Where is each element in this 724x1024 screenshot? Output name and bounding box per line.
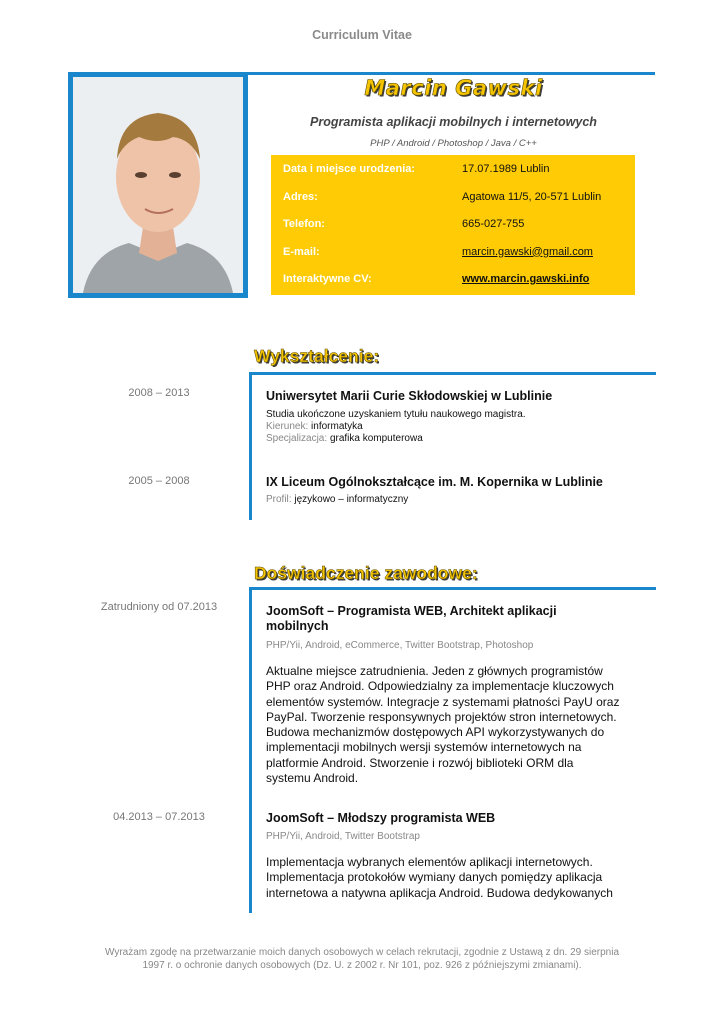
desc-line: platformie Android. Stworzenie i rozwój biblioteki ORM dla (266, 755, 574, 770)
experience-description (266, 855, 646, 901)
desc-line: PHP oraz Android. Odpowiedzialny za implementacje kluczowych (266, 679, 614, 694)
contact-label: E-mail: (283, 245, 320, 258)
portrait-photo-icon (73, 77, 243, 293)
gdpr-consent-footer (72, 946, 652, 972)
contact-row-phone (283, 218, 635, 246)
education-date: 2008 – 2013 (128, 387, 190, 399)
education-note: Studia ukończone uzyskaniem tytułu naukowego magistra. (266, 409, 526, 420)
candidate-name: Marcin Gawski (364, 76, 543, 100)
contact-info-box (271, 155, 635, 295)
title-line: mobilnych (266, 619, 329, 633)
website-link[interactable]: www.marcin.gawski.info (462, 273, 590, 285)
contact-row-address (283, 191, 635, 219)
desc-line: Aktualne miejsce zatrudnienia. Jeden z głównych programistów (266, 664, 603, 678)
experience-title (266, 604, 646, 634)
skills-summary: PHP / Android / Photoshop / Java / C++ (370, 138, 537, 149)
field-value: informatyka (311, 421, 363, 432)
education-title: Uniwersytet Marii Curie Skłodowskiej w Lublinie (266, 389, 553, 403)
field-label: Kierunek: (266, 421, 309, 432)
contact-label: Telefon: (283, 218, 325, 230)
spec-label: Specjalizacja: (266, 433, 328, 444)
contact-label: Interaktywne CV: (283, 273, 372, 285)
desc-line: Implementacja protokołów wymiany danych pomiędzy aplikacja (266, 870, 603, 885)
education-heading: Wykształcenie: (254, 346, 380, 366)
desc-line: elementów systemów. Integracje z systemami płatności PayU oraz (266, 694, 620, 709)
address-value: Agatowa 11/5, 20-571 Lublin (462, 190, 602, 203)
desc-line: systemu Android. (266, 771, 359, 786)
experience-timeline (249, 587, 252, 913)
spec-value: grafika komputerowa (329, 433, 423, 444)
profile-label: Profil: (266, 494, 292, 505)
contact-row-birth (283, 163, 635, 191)
education-title: IX Liceum Ogólnokształcące im. M. Kopernika w Lublinie (266, 475, 603, 489)
footer-line: Wyrażam zgodę na przetwarzanie moich danych osobowych w celach rekrutacji, zgodnie z Ustawą z dn. 29 sierpnia (104, 947, 620, 958)
title-line: JoomSoft – Programista WEB, Architekt aplikacji (266, 604, 557, 618)
education-profile (266, 494, 646, 505)
job-title: Programista aplikacji mobilnych i internetowych (310, 115, 597, 129)
birth-value: 17.07.1989 Lublin (462, 163, 550, 175)
desc-line: implementacji mobilnych wersji systemów internetowych na (266, 740, 582, 755)
experience-divider (249, 587, 656, 590)
contact-label: Data i miejsce urodzenia: (283, 163, 416, 175)
contact-row-website (283, 273, 635, 301)
experience-description (266, 664, 646, 786)
education-divider (249, 372, 656, 375)
contact-label: Adres: (283, 190, 318, 203)
desc-line: PayPal. Tworzenie responsywnych projektów stron internetowych. (266, 709, 617, 724)
education-date: 2005 – 2008 (128, 475, 190, 487)
education-specialization (266, 433, 646, 444)
desc-line: Implementacja wybranych elementów aplikacji internetowych. (266, 855, 593, 869)
desc-line: internetowa a natywna aplikacja Android. Budowa dedykowanych (266, 885, 613, 900)
experience-tech: PHP/Yii, Android, eCommerce, Twitter Bootstrap, Photoshop (266, 640, 534, 651)
email-link[interactable]: marcin.gawski@gmail.com (462, 245, 593, 258)
contact-row-email (283, 246, 635, 274)
profile-value: językowo – informatyczny (294, 494, 409, 505)
document-title: Curriculum Vitae (312, 28, 412, 42)
education-timeline (249, 372, 252, 520)
header-divider (248, 72, 655, 75)
footer-line: 1997 r. o ochronie danych osobowych (Dz. U. z 2002 r. Nr 101, poz. 926 z późniejszymi zmianami). (142, 960, 582, 971)
experience-date: 04.2013 – 07.2013 (113, 811, 205, 823)
profile-photo (68, 72, 248, 298)
experience-heading: Doświadczenie zawodowe: (254, 563, 478, 583)
experience-date: Zatrudniony od 07.2013 (100, 601, 218, 613)
phone-value: 665-027-755 (462, 218, 525, 230)
experience-title: JoomSoft – Młodszy programista WEB (266, 811, 496, 825)
experience-tech: PHP/Yii, Android, Twitter Bootstrap (266, 831, 420, 842)
education-field (266, 421, 646, 432)
desc-line: Budowa mechanizmów dostępowych API wykorzystywanych do (266, 725, 605, 740)
